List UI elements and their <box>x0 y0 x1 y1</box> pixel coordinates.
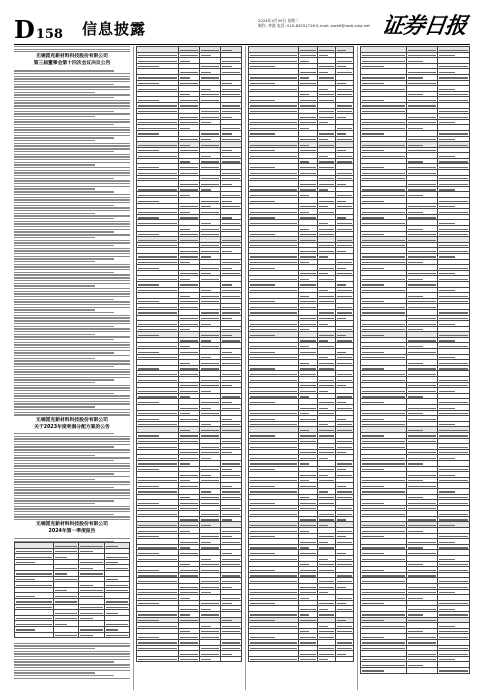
text-line <box>14 248 130 249</box>
text-line <box>14 339 114 340</box>
text-line <box>14 379 114 380</box>
text-line <box>14 516 130 517</box>
text-line <box>14 444 130 445</box>
text-line <box>14 293 130 294</box>
text-line <box>14 226 130 227</box>
text-line <box>14 323 130 324</box>
quarterly-table <box>14 542 130 642</box>
notice-company: 无锡派克新材料科技股份有限公司 <box>36 54 108 59</box>
text-line <box>14 670 130 671</box>
text-line <box>14 183 130 184</box>
text-line <box>14 398 130 399</box>
text-line <box>14 463 130 464</box>
text-line <box>14 326 114 327</box>
text-line <box>14 73 130 74</box>
text-line <box>14 506 130 507</box>
text-line <box>14 465 130 466</box>
text-line <box>14 213 95 214</box>
text-line <box>14 360 130 361</box>
notice-company: 无锡派克新材料科技股份有限公司 <box>36 522 108 527</box>
text-line <box>14 124 114 125</box>
newspaper-logo: 证券日报 <box>380 13 468 39</box>
text-line <box>14 449 130 450</box>
text-line <box>14 135 130 136</box>
text-line <box>14 403 130 404</box>
financial-table <box>360 46 470 674</box>
text-line <box>14 199 130 200</box>
text-line <box>14 369 130 370</box>
text-line <box>14 162 130 163</box>
notice-header-1 <box>14 52 130 69</box>
text-line <box>14 191 114 192</box>
text-line <box>14 285 95 286</box>
text-line <box>14 178 114 179</box>
text-line <box>14 664 130 665</box>
text-line <box>14 656 130 657</box>
notice-title: 第三届董事会第十四次会议决议公告 <box>33 60 111 66</box>
text-line <box>14 172 130 173</box>
text-line <box>14 538 130 539</box>
text-line <box>14 256 130 257</box>
text-line <box>14 280 130 281</box>
text-line <box>14 500 114 501</box>
text-line <box>14 84 114 85</box>
text-line <box>14 304 130 305</box>
text-line <box>14 164 95 165</box>
header-meta <box>258 18 370 28</box>
text-line <box>14 108 130 109</box>
table-cell <box>104 632 129 638</box>
table-row <box>361 667 470 673</box>
column-divider <box>357 46 358 690</box>
text-line <box>14 473 114 474</box>
notice-title: 2024年第一季度报告 <box>48 528 96 534</box>
text-line <box>14 479 95 480</box>
text-line <box>14 86 130 87</box>
text-line <box>14 336 130 337</box>
text-line <box>14 81 130 82</box>
table-cell <box>438 667 470 673</box>
text-line <box>14 175 130 176</box>
text-line <box>14 97 114 98</box>
text-line <box>14 511 130 512</box>
financial-table <box>14 542 130 638</box>
text-line <box>14 487 114 488</box>
text-line <box>14 266 130 267</box>
financial-table <box>136 46 242 662</box>
text-line <box>14 460 114 461</box>
text-line <box>14 151 114 152</box>
text-line <box>14 433 114 434</box>
text-line <box>14 242 130 243</box>
text-line <box>14 390 130 391</box>
text-line <box>14 309 95 310</box>
table-cell <box>249 656 299 662</box>
text-line <box>14 645 130 646</box>
notice-title: 关于2023年度利润分配方案的公告 <box>34 424 110 430</box>
section-title: 信息披露 <box>82 20 147 38</box>
column-3 <box>248 46 354 690</box>
text-line <box>14 377 130 378</box>
text-line <box>14 659 130 660</box>
text-line <box>14 261 95 262</box>
text-line <box>14 387 130 388</box>
text-line <box>14 92 95 93</box>
table-cell <box>336 656 354 662</box>
text-line <box>14 489 130 490</box>
text-line <box>14 180 130 181</box>
text-line <box>14 253 130 254</box>
text-line <box>14 315 130 316</box>
header-rule <box>14 44 470 45</box>
text-line <box>14 137 114 138</box>
text-line <box>14 307 130 308</box>
text-line <box>14 154 130 155</box>
text-line <box>14 317 130 318</box>
text-line <box>14 296 130 297</box>
text-line <box>14 385 130 386</box>
text-line <box>14 148 130 149</box>
text-line <box>14 347 130 348</box>
text-line <box>14 240 130 241</box>
column-1 <box>14 46 130 690</box>
text-line <box>14 678 130 679</box>
text-line <box>14 272 114 273</box>
text-line <box>14 264 130 265</box>
text-line <box>14 468 130 469</box>
table-cell <box>179 656 200 662</box>
text-line <box>14 455 95 456</box>
text-line <box>14 111 114 112</box>
text-line <box>14 436 130 437</box>
text-line <box>14 328 130 329</box>
text-line <box>14 229 130 230</box>
text-line <box>14 653 130 654</box>
text-line <box>14 358 95 359</box>
table-cell <box>79 632 104 638</box>
text-line <box>14 484 130 485</box>
text-line <box>14 288 130 289</box>
text-line <box>14 49 130 50</box>
text-line <box>14 438 130 439</box>
text-line <box>14 202 130 203</box>
financial-table <box>248 46 354 662</box>
text-line <box>14 382 95 383</box>
text-line <box>14 374 130 375</box>
column-divider <box>133 46 134 690</box>
text-line <box>14 221 130 222</box>
text-line <box>14 89 130 90</box>
text-line <box>14 481 130 482</box>
text-line <box>14 648 95 649</box>
text-line <box>14 143 130 144</box>
text-line <box>14 76 130 77</box>
table-cell <box>200 656 221 662</box>
text-line <box>14 116 95 117</box>
contact-line: 制作: 李波 电话: 010-83251716 E-mail: zqrb9@zqrb.sina.net <box>258 23 370 28</box>
text-line <box>14 215 130 216</box>
column-divider <box>245 46 246 690</box>
table-cell <box>137 656 179 662</box>
text-line <box>14 446 114 447</box>
text-line <box>14 188 95 189</box>
text-line <box>14 46 130 47</box>
text-line <box>14 167 130 168</box>
text-line <box>14 210 130 211</box>
text-line <box>14 197 130 198</box>
text-line <box>14 471 130 472</box>
text-line <box>14 258 114 259</box>
table-row <box>137 656 242 662</box>
text-line <box>14 250 130 251</box>
text-line <box>14 476 130 477</box>
text-line <box>14 675 114 676</box>
text-line <box>14 299 114 300</box>
table-cell <box>54 632 79 638</box>
text-line <box>14 218 114 219</box>
text-line <box>14 119 130 120</box>
text-line <box>14 127 130 128</box>
text-line <box>14 205 114 206</box>
text-line <box>14 283 130 284</box>
text-line <box>14 441 130 442</box>
text-line <box>14 514 114 515</box>
notice-header-3 <box>14 520 130 537</box>
text-line <box>14 503 95 504</box>
text-line <box>14 186 130 187</box>
text-line <box>14 406 95 407</box>
text-line <box>14 342 130 343</box>
notice-header-2 <box>14 416 130 433</box>
table-row <box>249 656 354 662</box>
text-line <box>14 234 130 235</box>
text-line <box>14 132 130 133</box>
table-row <box>15 632 130 638</box>
text-line <box>14 661 114 662</box>
date-line: 2024年4月30日 星期二 <box>258 18 299 23</box>
text-line <box>14 269 130 270</box>
table-cell <box>318 656 336 662</box>
text-line <box>14 145 130 146</box>
text-line <box>14 140 95 141</box>
text-line <box>14 223 130 224</box>
text-line <box>14 331 130 332</box>
text-line <box>14 371 130 372</box>
table-cell <box>406 667 438 673</box>
text-line <box>14 667 130 668</box>
text-line <box>14 457 130 458</box>
text-line <box>14 412 130 413</box>
text-line <box>14 334 95 335</box>
table-cell <box>221 656 242 662</box>
text-line <box>14 121 130 122</box>
text-line <box>14 237 95 238</box>
text-line <box>14 301 130 302</box>
text-line <box>14 113 130 114</box>
text-line <box>14 393 114 394</box>
column-4 <box>360 46 470 690</box>
text-line <box>14 312 114 313</box>
text-line <box>14 274 130 275</box>
text-line <box>14 94 130 95</box>
text-line <box>14 355 130 356</box>
text-line <box>14 231 114 232</box>
column-2 <box>136 46 242 690</box>
page-header <box>0 0 484 46</box>
text-line <box>14 492 130 493</box>
text-line <box>14 277 130 278</box>
text-line <box>14 78 130 79</box>
text-line <box>14 170 130 171</box>
table-cell <box>15 632 54 638</box>
text-line <box>14 401 130 402</box>
table-cell <box>361 667 407 673</box>
text-line <box>14 452 130 453</box>
text-line <box>14 508 130 509</box>
text-line <box>14 194 130 195</box>
notice-company: 无锡派克新材料科技股份有限公司 <box>36 418 108 423</box>
text-line <box>14 363 130 364</box>
text-line <box>14 352 114 353</box>
text-line <box>14 70 114 71</box>
text-line <box>14 129 130 130</box>
text-line <box>14 207 130 208</box>
text-line <box>14 498 130 499</box>
text-line <box>14 495 130 496</box>
text-line <box>14 409 130 410</box>
text-line <box>14 100 130 101</box>
text-line <box>14 395 130 396</box>
text-line <box>14 159 130 160</box>
text-line <box>14 105 130 106</box>
text-line <box>14 245 114 246</box>
text-line <box>14 672 95 673</box>
text-line <box>14 291 130 292</box>
text-line <box>14 643 130 644</box>
text-line <box>14 350 130 351</box>
text-line <box>14 344 130 345</box>
page-number: D 158 <box>14 15 63 44</box>
table-cell <box>299 656 318 662</box>
text-line <box>14 651 130 652</box>
text-line <box>14 320 130 321</box>
text-line <box>14 156 130 157</box>
text-line <box>14 102 130 103</box>
text-line <box>14 366 114 367</box>
